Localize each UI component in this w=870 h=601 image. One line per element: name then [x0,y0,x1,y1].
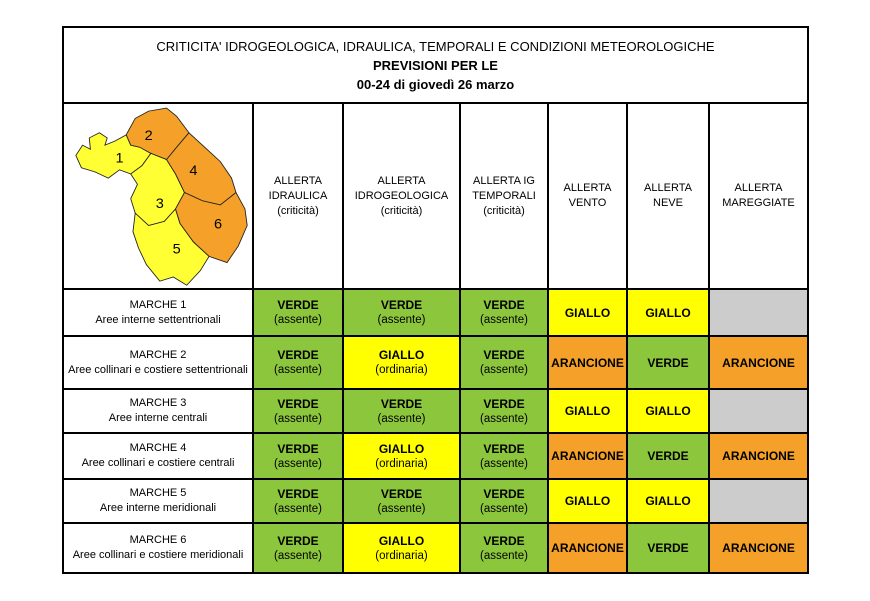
alert-level: VERDE [277,298,319,312]
cell-m3-vento [549,390,626,432]
cell-m2-mareggiate [710,337,807,388]
cell-m5-mareggiate [710,480,807,522]
alert-level: GIALLO [645,404,691,418]
cell-m3-idraulica [254,390,342,432]
alert-level: VERDE [483,486,525,501]
row-area-description: Aree collinari e costiere settentrionali [68,363,248,376]
column-header-allerta-neve [628,104,708,288]
alert-detail: (ordinaria) [375,549,428,562]
cell-m1-neve [628,290,708,335]
cell-m3-temporali [461,390,547,432]
cell-m2-idraulica [254,337,342,388]
alert-detail: (assente) [274,457,322,470]
title-line1: CRITICITA' IDROGEOLOGICA, IDRAULICA, TEMPORALI E CONDIZIONI METEOROLOGICHE [156,38,715,54]
column-header-allerta-vento [549,104,626,288]
column-header-allerta-idrogeologica [344,104,459,288]
alert-level: GIALLO [645,305,691,320]
alert-level: GIALLO [564,404,611,418]
cell-m3-idrogeologica [344,390,459,432]
map-zone-3-number: 3 [155,195,164,211]
table-title [64,28,807,102]
row-area-description: Aree interne meridionali [99,502,217,514]
alert-detail: (assente) [480,412,528,425]
alert-level: VERDE [380,486,423,501]
alert-level: ARANCIONE [551,541,624,555]
row-label-marche-5 [64,480,252,522]
alert-level: GIALLO [378,441,425,456]
row-zone-name: MARCHE 2 [129,348,187,361]
map-zone-5-number: 5 [172,240,181,257]
cell-m5-idrogeologica [344,480,459,522]
cell-m2-idrogeologica [344,337,459,388]
map-zone-1-number: 1 [115,150,124,166]
alert-level: VERDE [277,441,319,456]
cell-m3-mareggiate [710,390,807,432]
alert-level: ARANCIONE [722,541,795,555]
alert-level: VERDE [483,533,525,548]
alert-level: VERDE [277,533,319,548]
cell-m4-vento [549,434,626,478]
cell-m1-temporali [461,290,547,335]
alert-detail: (assente) [274,549,322,562]
cell-m4-neve [628,434,708,478]
alert-detail: (assente) [480,502,528,515]
alert-detail: (ordinaria) [375,457,428,470]
alert-level: VERDE [483,441,525,456]
column-header-allerta-ig-temporali [461,104,547,288]
alert-detail: (assente) [274,502,322,515]
column-header-label: ALLERTA NEVE [644,182,692,209]
row-label-marche-2 [64,337,252,388]
row-label-marche-1 [64,290,252,335]
cell-m6-temporali [461,524,547,572]
alert-detail: (assente) [480,549,528,562]
cell-m6-idraulica [254,524,342,572]
alert-level: GIALLO [564,494,611,508]
cell-m5-idraulica [254,480,342,522]
marche-zones-map [64,104,252,288]
row-area-description: Aree interne settentrionali [95,313,221,326]
alert-level: VERDE [277,396,319,411]
cell-m1-vento [549,290,626,335]
column-header-allerta-idraulica [254,104,342,288]
row-zone-name: MARCHE 1 [129,298,187,311]
alert-level: VERDE [647,541,689,555]
column-header-label: ALLERTA IG TEMPORALI [472,174,536,202]
row-area-description: Aree collinari e costiere centrali [81,457,235,469]
row-area-description: Aree interne centrali [108,412,208,424]
alert-level: VERDE [483,298,525,312]
map-cell [64,104,252,288]
cell-m5-neve [628,480,708,522]
row-zone-name: MARCHE 4 [129,442,187,454]
alert-level: GIALLO [378,348,425,362]
alert-detail: (assente) [377,502,426,515]
cell-m2-vento [549,337,626,388]
row-label-marche-6 [64,524,252,572]
map-zone-2-number: 2 [144,127,153,143]
cell-m4-temporali [461,434,547,478]
row-area-description: Aree collinari e costiere meridionali [72,549,244,561]
title-line2: PREVISIONI PER LE [373,57,498,73]
cell-m5-vento [549,480,626,522]
column-header-sub: (criticità) [483,204,525,217]
alert-detail: (assente) [480,364,528,376]
cell-m2-neve [628,337,708,388]
title-line3: 00-24 di giovedì 26 marzo [356,76,515,92]
alert-level: ARANCIONE [551,355,624,370]
alert-level: ARANCIONE [551,449,624,463]
map-zone-4-number: 4 [189,162,198,178]
cell-m1-mareggiate [710,290,807,335]
column-header-label: ALLERTA IDRAULICA [268,174,328,202]
cell-m4-idraulica [254,434,342,478]
alert-level: ARANCIONE [722,355,795,370]
cell-m3-neve [628,390,708,432]
alert-table [62,26,809,574]
alert-detail: (ordinaria) [375,364,428,376]
alert-detail: (assente) [480,457,528,470]
row-label-marche-3 [64,390,252,432]
alert-level: VERDE [647,355,689,370]
alert-detail: (assente) [377,412,426,425]
column-header-sub: (criticità) [380,204,423,217]
alert-level: VERDE [277,348,319,362]
alert-detail: (assente) [377,314,426,326]
alert-level: VERDE [483,396,525,411]
column-header-label: ALLERTA IDROGEOLOGICA [354,174,449,202]
row-zone-name: MARCHE 6 [129,534,187,546]
alert-level: VERDE [277,486,319,501]
alert-level: VERDE [380,298,423,312]
row-zone-name: MARCHE 3 [129,397,187,409]
alert-level: VERDE [483,348,525,362]
cell-m5-temporali [461,480,547,522]
alert-detail: (assente) [274,412,322,425]
alert-level: GIALLO [645,494,691,508]
cell-m1-idrogeologica [344,290,459,335]
column-header-label: ALLERTA VENTO [563,182,612,209]
column-header-label: ALLERTA MAREGGIATE [722,182,795,209]
row-label-marche-4 [64,434,252,478]
cell-m6-idrogeologica [344,524,459,572]
cell-m4-mareggiate [710,434,807,478]
cell-m6-vento [549,524,626,572]
cell-m1-idraulica [254,290,342,335]
column-header-sub: (criticità) [277,204,319,217]
cell-m6-neve [628,524,708,572]
alert-detail: (assente) [274,314,322,326]
map-zone-6-number: 6 [214,216,223,232]
column-header-allerta-mareggiate [710,104,807,288]
row-zone-name: MARCHE 5 [129,487,187,499]
alert-level: VERDE [647,449,689,463]
alert-level: GIALLO [378,533,425,548]
alert-level: GIALLO [564,305,611,320]
cell-m2-temporali [461,337,547,388]
alert-level: ARANCIONE [722,449,795,463]
cell-m4-idrogeologica [344,434,459,478]
alert-level: VERDE [380,396,423,411]
alert-detail: (assente) [480,314,528,326]
cell-m6-mareggiate [710,524,807,572]
alert-detail: (assente) [274,364,322,376]
